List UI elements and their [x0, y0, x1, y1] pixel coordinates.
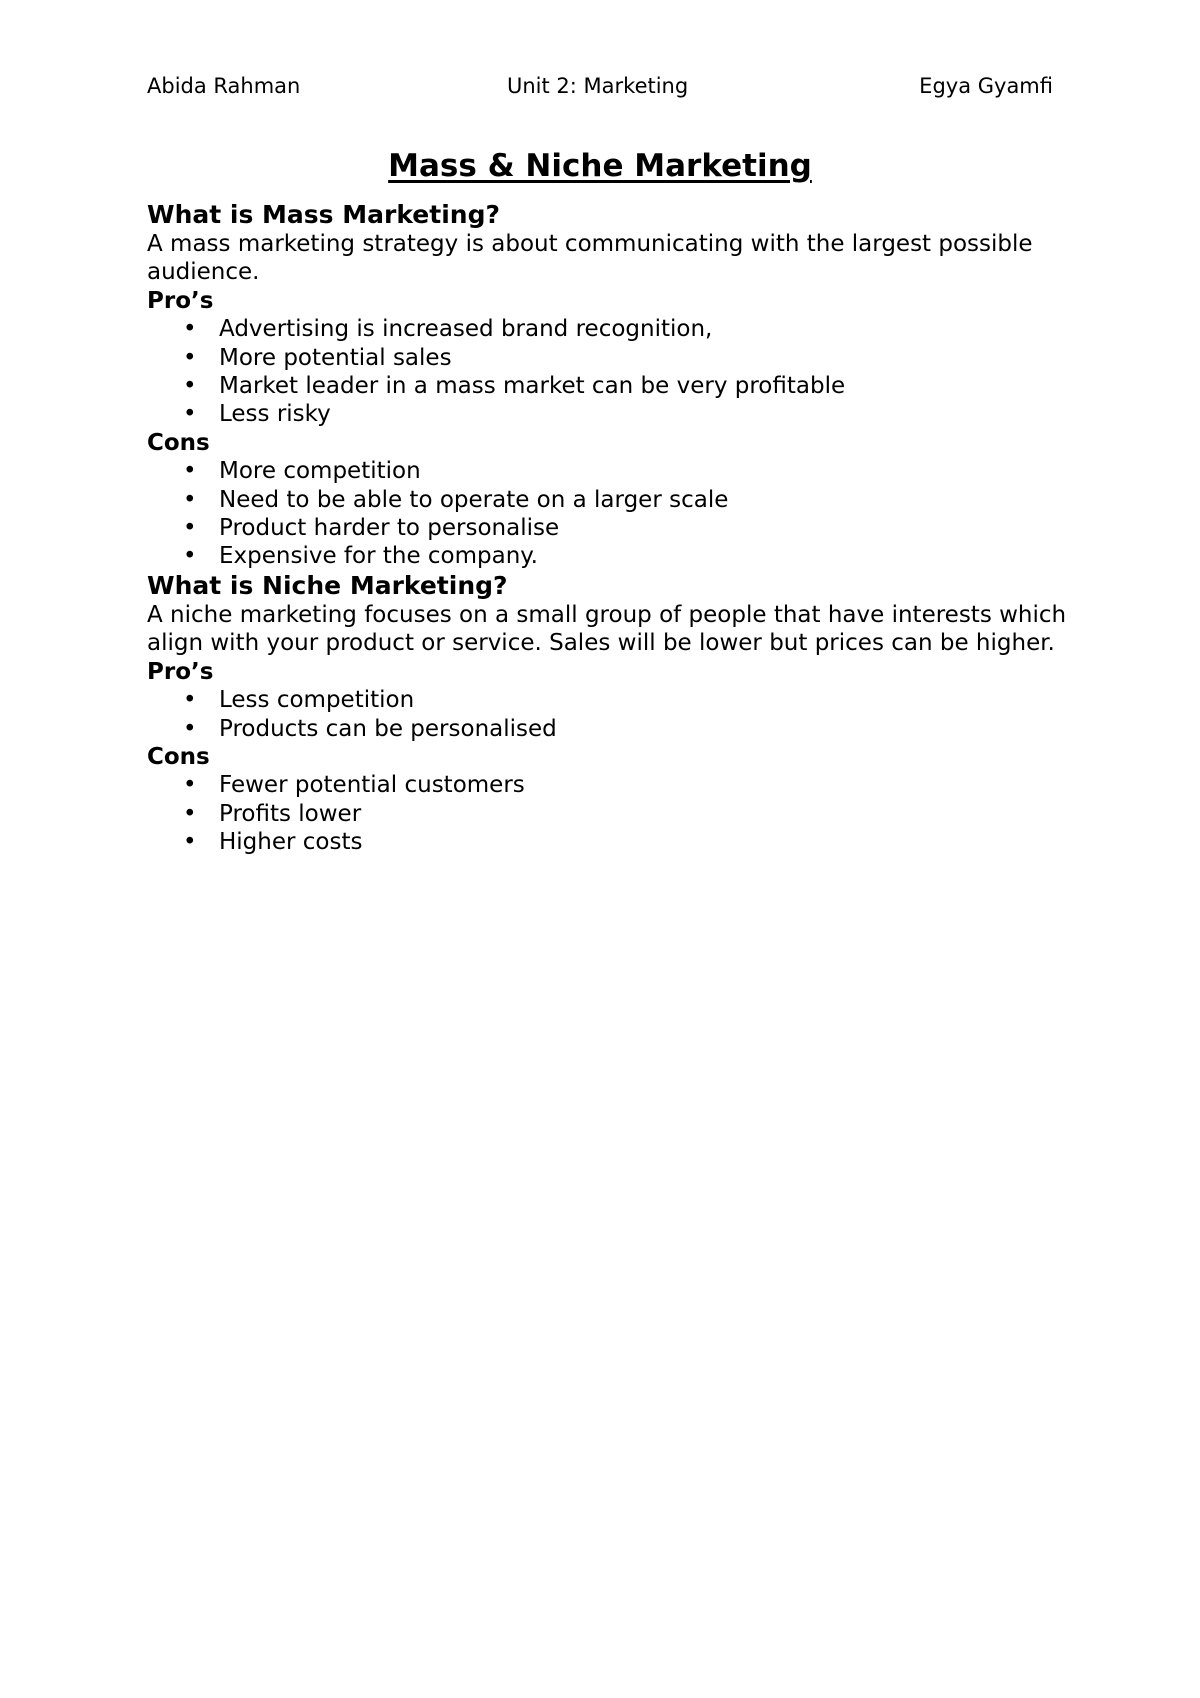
- list-item: • Market leader in a mass market can be very profitable: [183, 373, 846, 400]
- pros-label: Pro’s: [147, 287, 214, 314]
- header-author: Abida Rahman: [147, 74, 301, 98]
- header-teacher: Egya Gyamfi: [919, 74, 1053, 98]
- list-item: • Less competition: [183, 687, 415, 714]
- header-unit: Unit 2: Marketing: [507, 74, 689, 98]
- list-item: • Product harder to personalise: [183, 515, 560, 542]
- list-item: • Profits lower: [183, 800, 362, 827]
- bullet-icon: •: [183, 486, 197, 513]
- list-item: • Need to be able to operate on a larger scale: [183, 486, 729, 513]
- list-item: • More competition: [183, 458, 421, 485]
- list-item: • Products can be personalised: [183, 715, 557, 742]
- bullet-icon: •: [183, 401, 197, 428]
- section-heading: What is Mass Marketing?: [147, 200, 500, 229]
- page-title: [0, 146, 1200, 186]
- bullet-icon: •: [183, 800, 197, 827]
- bullet-icon: •: [183, 829, 197, 856]
- bullet-icon: •: [183, 458, 197, 485]
- pros-list: [147, 315, 1067, 429]
- list-item: • Advertising is increased brand recognition,: [183, 316, 713, 343]
- pros-list: [147, 686, 1067, 743]
- cons-list: [147, 457, 1067, 571]
- list-item: • Less risky: [183, 401, 331, 428]
- cons-label: Cons: [147, 429, 210, 456]
- pros-label: Pro’s: [147, 658, 214, 685]
- document-body: [147, 200, 1067, 857]
- cons-label: Cons: [147, 743, 210, 770]
- section-mass-marketing: [147, 200, 1067, 571]
- bullet-icon: •: [183, 373, 197, 400]
- bullet-icon: •: [183, 687, 197, 714]
- section-intro: A mass marketing strategy is about communicating with the largest possible audience.: [147, 231, 1033, 286]
- section-intro: A niche marketing focuses on a small group of people that have interests which align with your product or service. Sales will be lower but prices can be higher.: [147, 601, 1067, 657]
- bullet-icon: •: [183, 715, 197, 742]
- bullet-icon: •: [183, 543, 197, 570]
- cons-list: [147, 771, 1067, 856]
- list-item: • Fewer potential customers: [183, 772, 525, 799]
- section-niche-marketing: [147, 571, 1067, 857]
- bullet-icon: •: [183, 515, 197, 542]
- bullet-icon: •: [183, 772, 197, 799]
- list-item: • More potential sales: [183, 344, 452, 371]
- page-header: [147, 71, 1053, 101]
- page-title-text: Mass & Niche Marketing: [388, 148, 812, 184]
- list-item: • Expensive for the company.: [183, 543, 538, 570]
- bullet-icon: •: [183, 316, 197, 343]
- bullet-icon: •: [183, 344, 197, 371]
- section-heading: What is Niche Marketing?: [147, 570, 508, 600]
- list-item: • Higher costs: [183, 829, 363, 856]
